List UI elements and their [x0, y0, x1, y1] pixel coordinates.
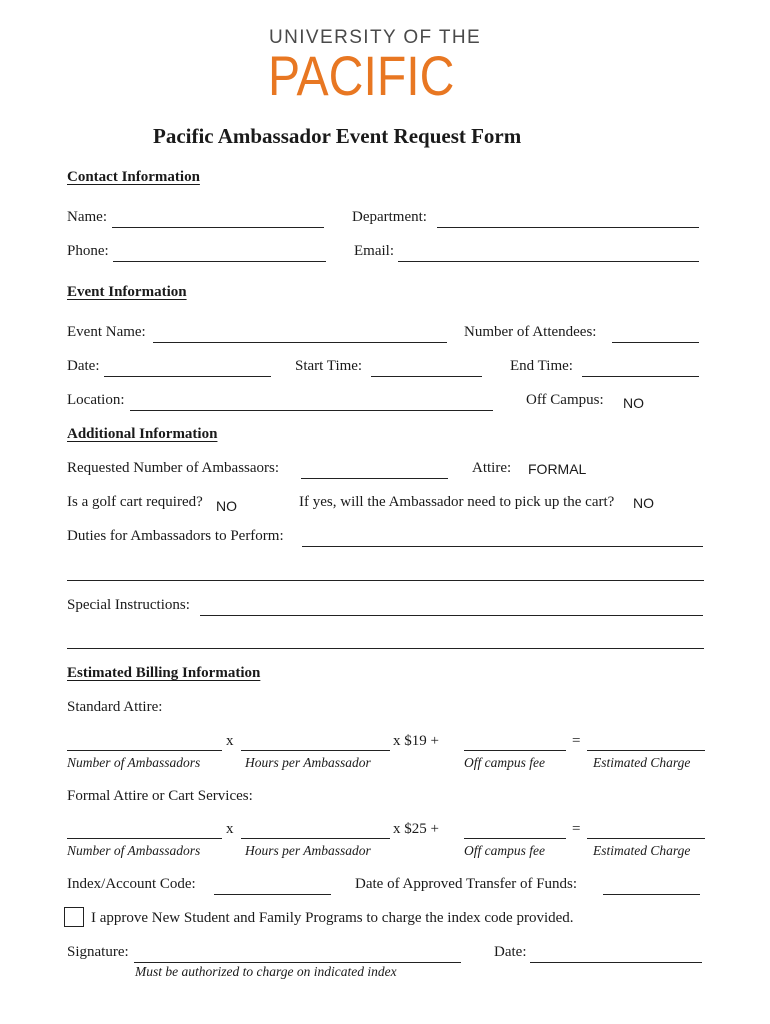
additional-heading: Additional Information — [67, 426, 218, 442]
duties-field-line2[interactable] — [67, 580, 704, 581]
pickup-label: If yes, will the Ambassador need to pick up the cart? — [299, 494, 615, 510]
signature-date-label: Date: — [494, 944, 527, 960]
standard-hours-field[interactable] — [241, 750, 390, 751]
formal-rate: x $25 + — [393, 821, 439, 837]
standard-charge-field[interactable] — [587, 750, 705, 751]
date-field[interactable] — [104, 376, 271, 377]
caption-fee-2: Off campus fee — [464, 843, 545, 858]
signature-label: Signature: — [67, 944, 129, 960]
logo-pacific: PACIFIC — [268, 44, 455, 107]
golf-cart-label: Is a golf cart required? — [67, 494, 203, 510]
department-label: Department: — [352, 209, 427, 225]
caption-ambassadors: Number of Ambassadors — [67, 755, 201, 770]
formal-attire-label: Formal Attire or Cart Services: — [67, 788, 253, 804]
signature-date-field[interactable] — [530, 962, 702, 963]
standard-fee-field[interactable] — [464, 750, 566, 751]
location-label: Location: — [67, 392, 125, 408]
logo-university-of-the: UNIVERSITY OF THE — [269, 27, 482, 48]
pickup-value[interactable]: NO — [633, 495, 654, 511]
formal-fee-field[interactable] — [464, 838, 566, 839]
caption-charge: Estimated Charge — [593, 755, 691, 770]
ambassadors-field[interactable] — [301, 478, 448, 479]
duties-label: Duties for Ambassadors to Perform: — [67, 528, 284, 544]
off-campus-label: Off Campus: — [526, 392, 604, 408]
start-time-field[interactable] — [371, 376, 482, 377]
caption-fee: Off campus fee — [464, 755, 545, 770]
event-name-label: Event Name: — [67, 324, 146, 340]
attire-label: Attire: — [472, 460, 512, 476]
formal-equals: = — [572, 821, 581, 837]
duties-field[interactable] — [302, 546, 703, 547]
caption-hours: Hours per Ambassador — [245, 755, 371, 770]
special-instructions-line2[interactable] — [67, 648, 704, 649]
caption-ambassadors-2: Number of Ambassadors — [67, 843, 201, 858]
end-time-field[interactable] — [582, 376, 699, 377]
event-heading: Event Information — [67, 284, 187, 300]
form-title: Pacific Ambassador Event Request Form — [153, 124, 522, 148]
approve-checkbox[interactable] — [64, 907, 84, 927]
caption-charge-2: Estimated Charge — [593, 843, 691, 858]
special-instructions-label: Special Instructions: — [67, 597, 190, 613]
formal-multiply-1: x — [226, 821, 234, 837]
index-code-label: Index/Account Code: — [67, 876, 196, 892]
standard-attire-label: Standard Attire: — [67, 699, 163, 715]
phone-field[interactable] — [113, 261, 326, 262]
end-time-label: End Time: — [510, 358, 573, 374]
event-name-field[interactable] — [153, 342, 447, 343]
name-label: Name: — [67, 209, 107, 225]
standard-ambassadors-field[interactable] — [67, 750, 222, 751]
standard-multiply-1: x — [226, 733, 234, 749]
email-field[interactable] — [398, 261, 699, 262]
location-field[interactable] — [130, 410, 493, 411]
transfer-date-label: Date of Approved Transfer of Funds: — [355, 876, 578, 892]
formal-charge-field[interactable] — [587, 838, 705, 839]
contact-heading: Contact Information — [67, 169, 200, 185]
standard-rate: x $19 + — [393, 733, 439, 749]
transfer-date-field[interactable] — [603, 894, 700, 895]
attendees-field[interactable] — [612, 342, 699, 343]
formal-hours-field[interactable] — [241, 838, 390, 839]
name-field[interactable] — [112, 227, 324, 228]
approve-text: I approve New Student and Family Programs to charge the index code provided. — [91, 910, 574, 926]
start-time-label: Start Time: — [295, 358, 363, 374]
caption-hours-2: Hours per Ambassador — [245, 843, 371, 858]
email-label: Email: — [354, 243, 394, 259]
formal-ambassadors-field[interactable] — [67, 838, 222, 839]
signature-note: Must be authorized to charge on indicated index — [135, 964, 397, 979]
signature-field[interactable] — [134, 962, 461, 963]
phone-label: Phone: — [67, 243, 109, 259]
index-code-field[interactable] — [214, 894, 331, 895]
date-label: Date: — [67, 358, 100, 374]
attendees-label: Number of Attendees: — [464, 324, 597, 340]
standard-equals: = — [572, 733, 581, 749]
department-field[interactable] — [437, 227, 699, 228]
special-instructions-field[interactable] — [200, 615, 703, 616]
golf-cart-value[interactable]: NO — [216, 498, 237, 514]
billing-heading: Estimated Billing Information — [67, 665, 261, 681]
attire-value[interactable]: FORMAL — [528, 461, 587, 477]
ambassadors-label: Requested Number of Ambassaors: — [67, 460, 280, 476]
off-campus-value[interactable]: NO — [623, 395, 644, 411]
